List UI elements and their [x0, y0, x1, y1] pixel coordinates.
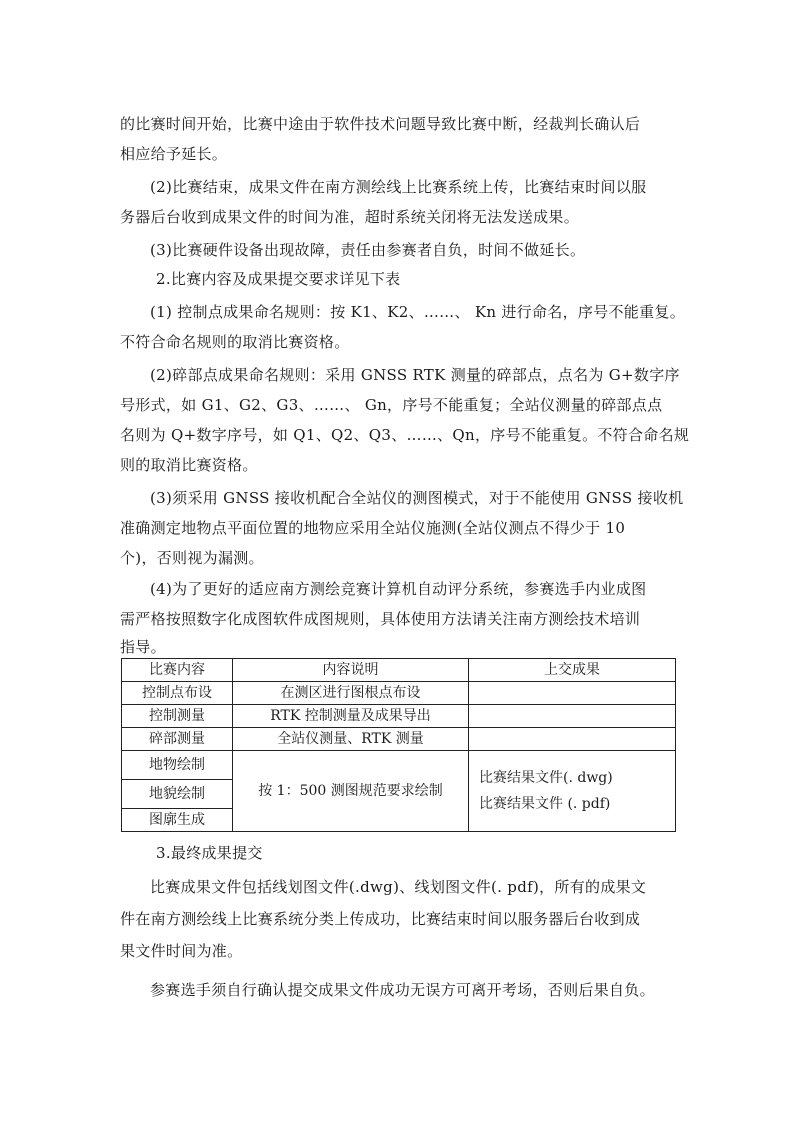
table-cell: 碎部测量	[122, 728, 233, 751]
text-line: 不符合命名规则的取消比赛资格。	[120, 333, 350, 351]
text-line: 件在南方测绘线上比赛系统分类上传成功，比赛结束时间以服务器后台收到成	[120, 910, 641, 928]
text-line: (1) 控制点成果命名规则：按 K1、K2、……、 Kn 进行命名，序号不能重复。	[150, 303, 685, 321]
table-cell: 图廓生成	[122, 809, 233, 832]
table-cell: 全站仪测量、RTK 测量	[233, 728, 469, 751]
table-header-row	[122, 659, 676, 682]
table-cell: 控制点布设	[122, 682, 233, 705]
text-line: (4)为了更好的适应南方测绘竞赛计算机自动评分系统，参赛选手内业成图	[150, 580, 647, 598]
text-line: 指导。	[120, 638, 166, 656]
section-heading: 2.比赛内容及成果提交要求详见下表	[156, 270, 401, 288]
section-heading: 3.最终成果提交	[156, 844, 263, 862]
text-line: 个)，否则视为漏测。	[120, 549, 264, 567]
text-line: (3)须采用 GNSS 接收机配合全站仪的测图模式，对于不能使用 GNSS 接收机	[150, 489, 684, 507]
text-line: 比赛成果文件包括线划图文件(.dwg)、线划图文件(. pdf)，所有的成果文	[150, 878, 647, 896]
table-cell: 在测区进行图根点布设	[233, 682, 469, 705]
text-line: 的比赛时间开始，比赛中途由于软件技术问题导致比赛中断，经裁判长确认后	[120, 115, 641, 133]
table-cell: 地貌绘制	[122, 780, 233, 809]
text-line: (2)碎部点成果命名规则：采用 GNSS RTK 测量的碎部点，点名为 G+数字序	[150, 366, 680, 384]
table-row	[122, 705, 676, 728]
table-row	[122, 728, 676, 751]
table-row	[122, 751, 676, 780]
table-row	[122, 682, 676, 705]
table-cell: 控制测量	[122, 705, 233, 728]
merged-description-cell: 按 1：500 测图规范要求绘制	[233, 751, 469, 832]
header-cell: 内容说明	[233, 659, 469, 682]
header-cell: 上交成果	[469, 659, 676, 682]
table-cell	[469, 728, 676, 751]
output-file-dwg: 比赛结果文件(. dwg)	[479, 770, 613, 786]
table-cell: 地物绘制	[122, 751, 233, 780]
text-line: (3)比赛硬件设备出现故障，责任由参赛者自负，时间不做延长。	[150, 241, 586, 259]
text-line: (2)比赛结束，成果文件在南方测绘线上比赛系统上传，比赛结束时间以服	[150, 178, 647, 196]
output-files-cell	[469, 751, 676, 832]
text-line: 则的取消比赛资格。	[120, 456, 258, 474]
text-line: 名则为 Q+数字序号，如 Q1、Q2、Q3、……、Qn，序号不能重复。不符合命名规	[120, 426, 690, 444]
output-file-pdf: 比赛结果文件 (. pdf)	[479, 796, 611, 812]
text-line: 号形式，如 G1、G2、G3、……、 Gn，序号不能重复；全站仪测量的碎部点点	[120, 396, 663, 414]
text-line: 务器后台收到成果文件的时间为准，超时系统关闭将无法发送成果。	[120, 208, 580, 226]
table-cell	[469, 705, 676, 728]
table-cell: RTK 控制测量及成果导出	[233, 705, 469, 728]
text-line: 相应给予延长。	[120, 145, 228, 163]
text-line: 需严格按照数字化成图软件成图规则，具体使用方法请关注南方测绘技术培训	[120, 610, 641, 628]
text-line: 参赛选手须自行确认提交成果文件成功无误方可离开考场，否则后果自负。	[150, 981, 655, 999]
header-cell: 比赛内容	[122, 659, 233, 682]
results-table	[121, 658, 676, 832]
table-cell	[469, 682, 676, 705]
text-line: 果文件时间为准。	[120, 942, 243, 960]
text-line: 准确测定地物点平面位置的地物应采用全站仪施测(全站仪测点不得少于 10	[120, 519, 626, 537]
